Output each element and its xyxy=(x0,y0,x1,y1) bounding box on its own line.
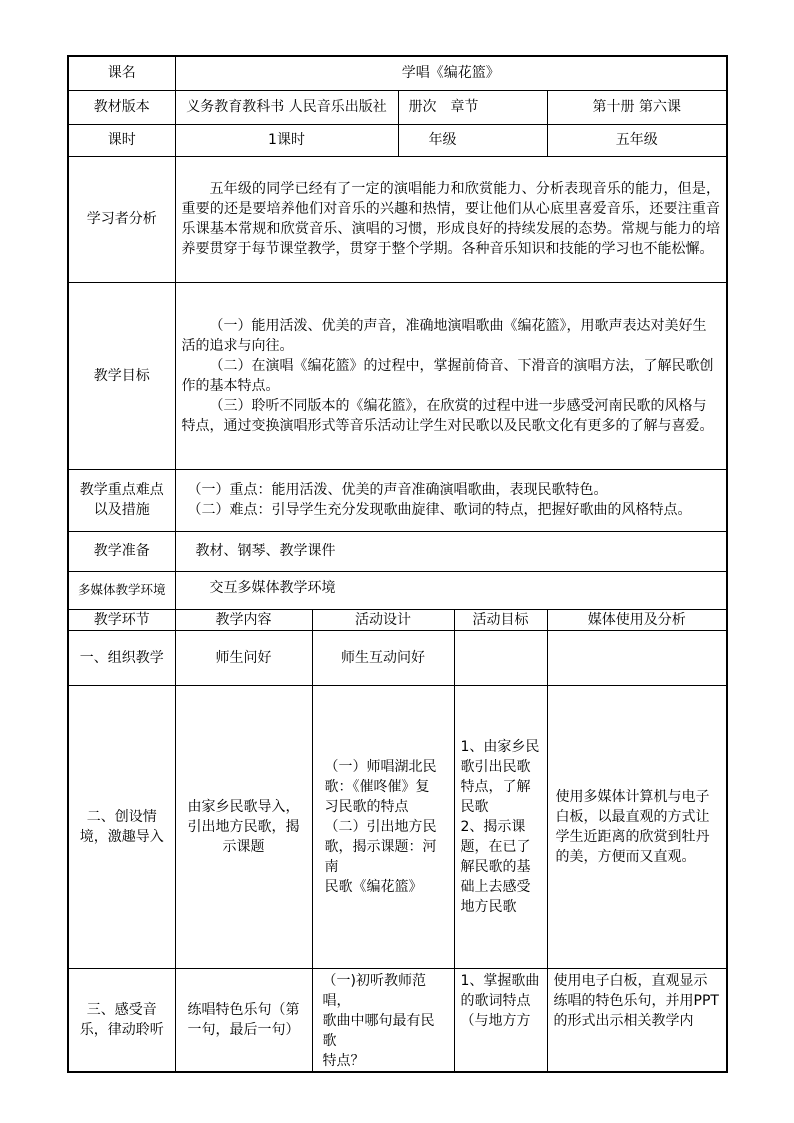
course-value: 学唱《编花篮》 xyxy=(175,56,727,90)
goal-item-1: （一）能用活泼、优美的声音，准确地演唱歌曲《编花篮》，用歌声表达对美好生活的追求与向往。 xyxy=(181,317,707,354)
keypoints-cell xyxy=(175,469,727,531)
activity-1: 师生互动问好 xyxy=(312,630,454,685)
goal-2-line: 歌引出民歌 xyxy=(460,758,531,775)
goal-3-line: （与地方方 xyxy=(460,1012,531,1029)
goal-2-line: 地方民歌 xyxy=(460,898,517,915)
content-2-line: 示课题 xyxy=(222,838,265,855)
media-2-line: 的美，方便而又直观。 xyxy=(555,848,696,865)
media-env-label: 多媒体教学环境 xyxy=(68,571,175,609)
row-textbook xyxy=(68,90,727,124)
goal-2-line: 础上去感受 xyxy=(460,878,531,895)
goal-1 xyxy=(454,630,547,685)
content-3-line: 练唱特色乐句（第 xyxy=(187,1001,300,1018)
goal-3-line: 1、掌握歌曲 xyxy=(460,972,540,989)
volume-label: 册次 章节 xyxy=(398,90,547,124)
hours-value: 1课时 xyxy=(175,124,398,156)
stage-3 xyxy=(68,968,175,1072)
goal-2-line: 2、揭示课 xyxy=(460,818,526,835)
header-activity: 活动设计 xyxy=(312,609,454,630)
goal-2 xyxy=(454,685,547,968)
row-hours xyxy=(68,124,727,156)
goal-2-line: 特点，了解 xyxy=(460,778,531,795)
goal-2-line: 题，在已了 xyxy=(460,838,531,855)
process-row-3 xyxy=(68,968,727,1072)
learner-text-cell xyxy=(175,156,727,282)
media-1 xyxy=(547,630,727,685)
learner-label: 学习者分析 xyxy=(68,156,175,282)
media-3 xyxy=(547,968,727,1072)
row-goals xyxy=(68,282,727,469)
textbook-label: 教材版本 xyxy=(68,90,175,124)
process-header-row xyxy=(68,609,727,630)
row-course xyxy=(68,56,727,90)
goal-2-line: 1、由家乡民 xyxy=(460,738,540,755)
goals-label: 教学目标 xyxy=(68,282,175,469)
keypoints-label-line2: 以及措施 xyxy=(93,502,150,518)
header-goal: 活动目标 xyxy=(454,609,547,630)
volume-value: 第十册 第六课 xyxy=(547,90,727,124)
stage-1: 一、组织教学 xyxy=(68,630,175,685)
media-3-line: 的形式出示相关教学内 xyxy=(553,1012,694,1029)
media-2-line: 使用多媒体计算机与电子 xyxy=(555,788,710,805)
activity-2-line: 习民歌的特点 xyxy=(324,798,409,815)
activity-3 xyxy=(312,968,454,1072)
grade-value: 五年级 xyxy=(547,124,727,156)
process-row-1 xyxy=(68,630,727,685)
content-2-line: 引出地方民歌，揭 xyxy=(187,818,300,835)
lesson-plan-table xyxy=(67,55,728,1073)
keypoints-label xyxy=(68,469,175,531)
content-2-line: 由家乡民歌导入， xyxy=(187,798,300,815)
keypoint-item-2: （二）难点：引导学生充分发现歌曲旋律、歌词的特点，把握好歌曲的风格特点。 xyxy=(187,502,692,518)
keypoints-label-line1: 教学重点难点 xyxy=(79,482,164,498)
activity-3-line: 特点？ xyxy=(322,1052,365,1069)
activity-2-line: 民歌《编花篮》 xyxy=(324,878,423,895)
activity-3-line: 歌曲中哪句最有民歌 xyxy=(322,1012,435,1049)
course-label: 课名 xyxy=(68,56,175,90)
row-media-env xyxy=(68,571,727,609)
activity-2-line: 歌：《催咚催》复 xyxy=(324,778,430,795)
goal-item-2: （二）在演唱《编花篮》的过程中，掌握前倚音、下滑音的演唱方法，了解民歌创作的基本特点。 xyxy=(181,357,714,394)
stage-3-line: 三、感受音 xyxy=(86,1001,157,1018)
content-3-line: 一句，最后一句） xyxy=(187,1021,300,1038)
grade-label: 年级 xyxy=(398,124,547,156)
prep-label: 教学准备 xyxy=(68,531,175,571)
goal-2-line: 民歌 xyxy=(460,798,489,815)
learner-text: 五年级的同学已经有了一定的演唱能力和欣赏能力、分析表现音乐的能力，但是，重要的还是要培养他们对音乐的兴趣和热情，要让他们从心底里喜爱音乐，还要注重音乐课基本常规和欣赏音乐、演唱的习惯，形成良好的持续发展的态势。常规与能力的培养要贯穿于每节课堂教学，贯穿于整个学期。各种音乐知识和技能的学习也不能松懈。 xyxy=(181,181,721,257)
hours-label: 课时 xyxy=(68,124,175,156)
stage-2 xyxy=(68,685,175,968)
row-prep xyxy=(68,531,727,571)
activity-3-line: （一)初听教师范唱， xyxy=(322,972,426,1009)
row-learner xyxy=(68,156,727,282)
activity-2-line: 歌，揭示课题：河南 xyxy=(324,838,437,875)
stage-2-line: 境，激趣导入 xyxy=(79,828,164,845)
content-2 xyxy=(175,685,312,968)
content-3 xyxy=(175,968,312,1072)
process-row-2 xyxy=(68,685,727,968)
goal-3 xyxy=(454,968,547,1072)
keypoint-item-1: （一）重点：能用活泼、优美的声音准确演唱歌曲，表现民歌特色。 xyxy=(187,482,608,498)
activity-2-line: （一）师唱湖北民 xyxy=(324,758,437,775)
goal-2-line: 解民歌的基 xyxy=(460,858,531,875)
header-stage: 教学环节 xyxy=(68,609,175,630)
activity-2-line: （二）引出地方民 xyxy=(324,818,437,835)
content-1: 师生问好 xyxy=(175,630,312,685)
stage-3-line: 乐，律动聆听 xyxy=(79,1021,164,1038)
row-keypoints xyxy=(68,469,727,531)
media-2-line: 学生近距离的欣赏到牡丹 xyxy=(555,828,710,845)
media-2 xyxy=(547,685,727,968)
textbook-value: 义务教育教科书 人民音乐出版社 xyxy=(175,90,398,124)
header-media: 媒体使用及分析 xyxy=(547,609,727,630)
media-3-line: 使用电子白板，直观显示 xyxy=(553,972,708,989)
media-3-line: 练唱的特色乐句，并用PPT xyxy=(553,992,719,1009)
goal-3-line: 的歌词特点 xyxy=(460,992,531,1009)
header-content: 教学内容 xyxy=(175,609,312,630)
stage-2-line: 二、创设情 xyxy=(86,808,157,825)
prep-value: 教材、钢琴、教学课件 xyxy=(175,531,727,571)
media-env-value: 交互多媒体教学环境 xyxy=(175,571,727,609)
goals-cell xyxy=(175,282,727,469)
goal-item-3: （三）聆听不同版本的《编花篮》，在欣赏的过程中进一步感受河南民歌的风格与特点，通过变换演唱形式等音乐活动让学生对民歌以及民歌文化有更多的了解与喜爱。 xyxy=(181,397,714,434)
activity-2 xyxy=(312,685,454,968)
media-2-line: 白板，以最直观的方式让 xyxy=(555,808,710,825)
